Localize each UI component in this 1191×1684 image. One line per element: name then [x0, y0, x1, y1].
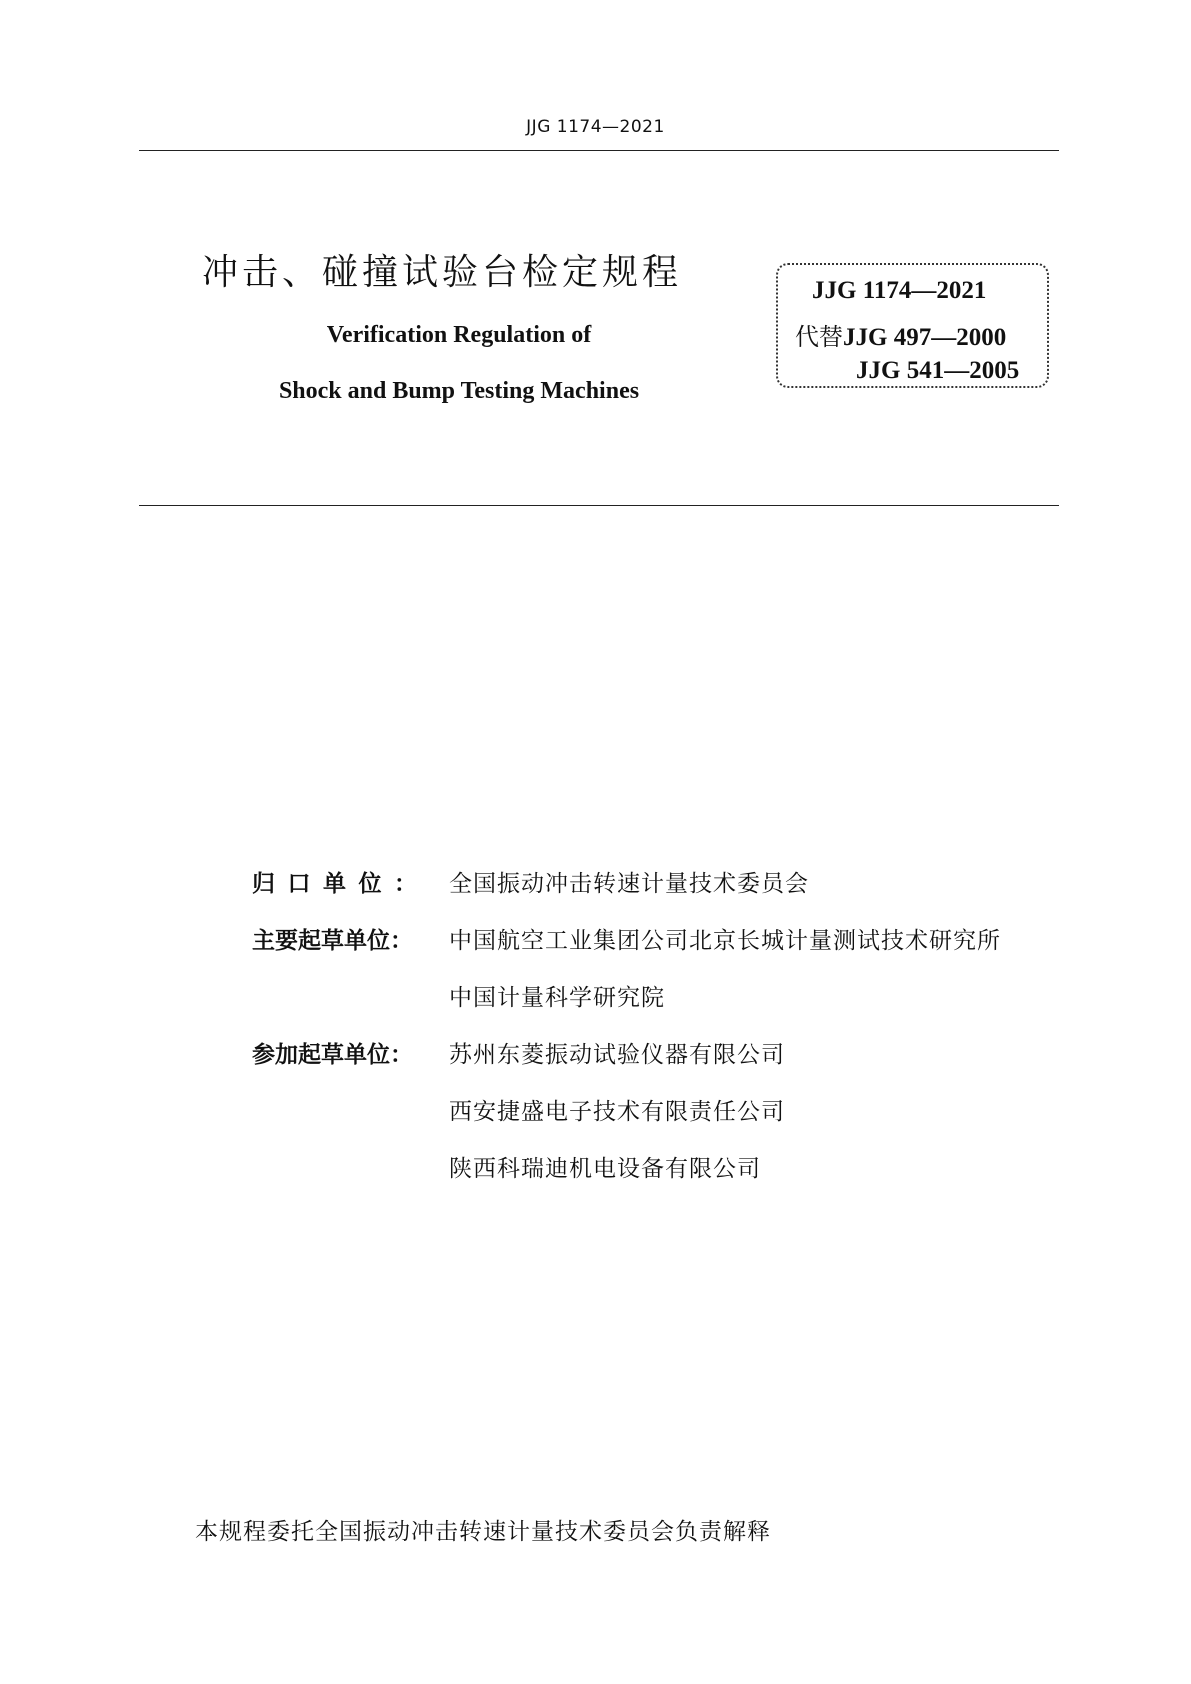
code-current: JJG 1174—2021: [812, 277, 987, 304]
code-replaced-1-value: JJG 497—2000: [843, 324, 1007, 351]
main-drafting-label: 主要起草单位：: [252, 928, 413, 954]
code-replaced-2: JJG 541—2005: [856, 357, 1020, 384]
standard-code-box: [776, 263, 1049, 388]
title-chinese: 冲击、碰撞试验台检定规程: [202, 252, 683, 293]
code-replaced-1: [795, 317, 1006, 352]
main-drafting-unit-2: 中国计量科学研究院: [449, 985, 665, 1011]
participating-unit-3: 陕西科瑞迪机电设备有限公司: [449, 1156, 761, 1182]
main-drafting-unit-1: 中国航空工业集团公司北京长城计量测试技术研究所: [449, 928, 1001, 954]
participating-unit-1: 苏州东菱振动试验仪器有限公司: [449, 1042, 785, 1068]
title-english-line2: Shock and Bump Testing Machines: [278, 378, 640, 404]
interpretation-note: 本规程委托全国振动冲击转速计量技术委员会负责解释: [195, 1519, 771, 1545]
participating-unit-2: 西安捷盛电子技术有限责任公司: [449, 1099, 785, 1125]
centralized-unit-label: 归口单位：: [252, 871, 430, 897]
title-rule: [139, 505, 1059, 506]
header-standard-code: JJG 1174—2021: [526, 117, 665, 137]
participating-drafting-label: 参加起草单位：: [252, 1042, 413, 1068]
header-rule: [139, 150, 1059, 151]
centralized-unit-value: 全国振动冲击转速计量技术委员会: [449, 871, 809, 897]
replaces-prefix: 代替: [795, 323, 843, 351]
title-english-line1: Verification Regulation of: [326, 322, 592, 348]
